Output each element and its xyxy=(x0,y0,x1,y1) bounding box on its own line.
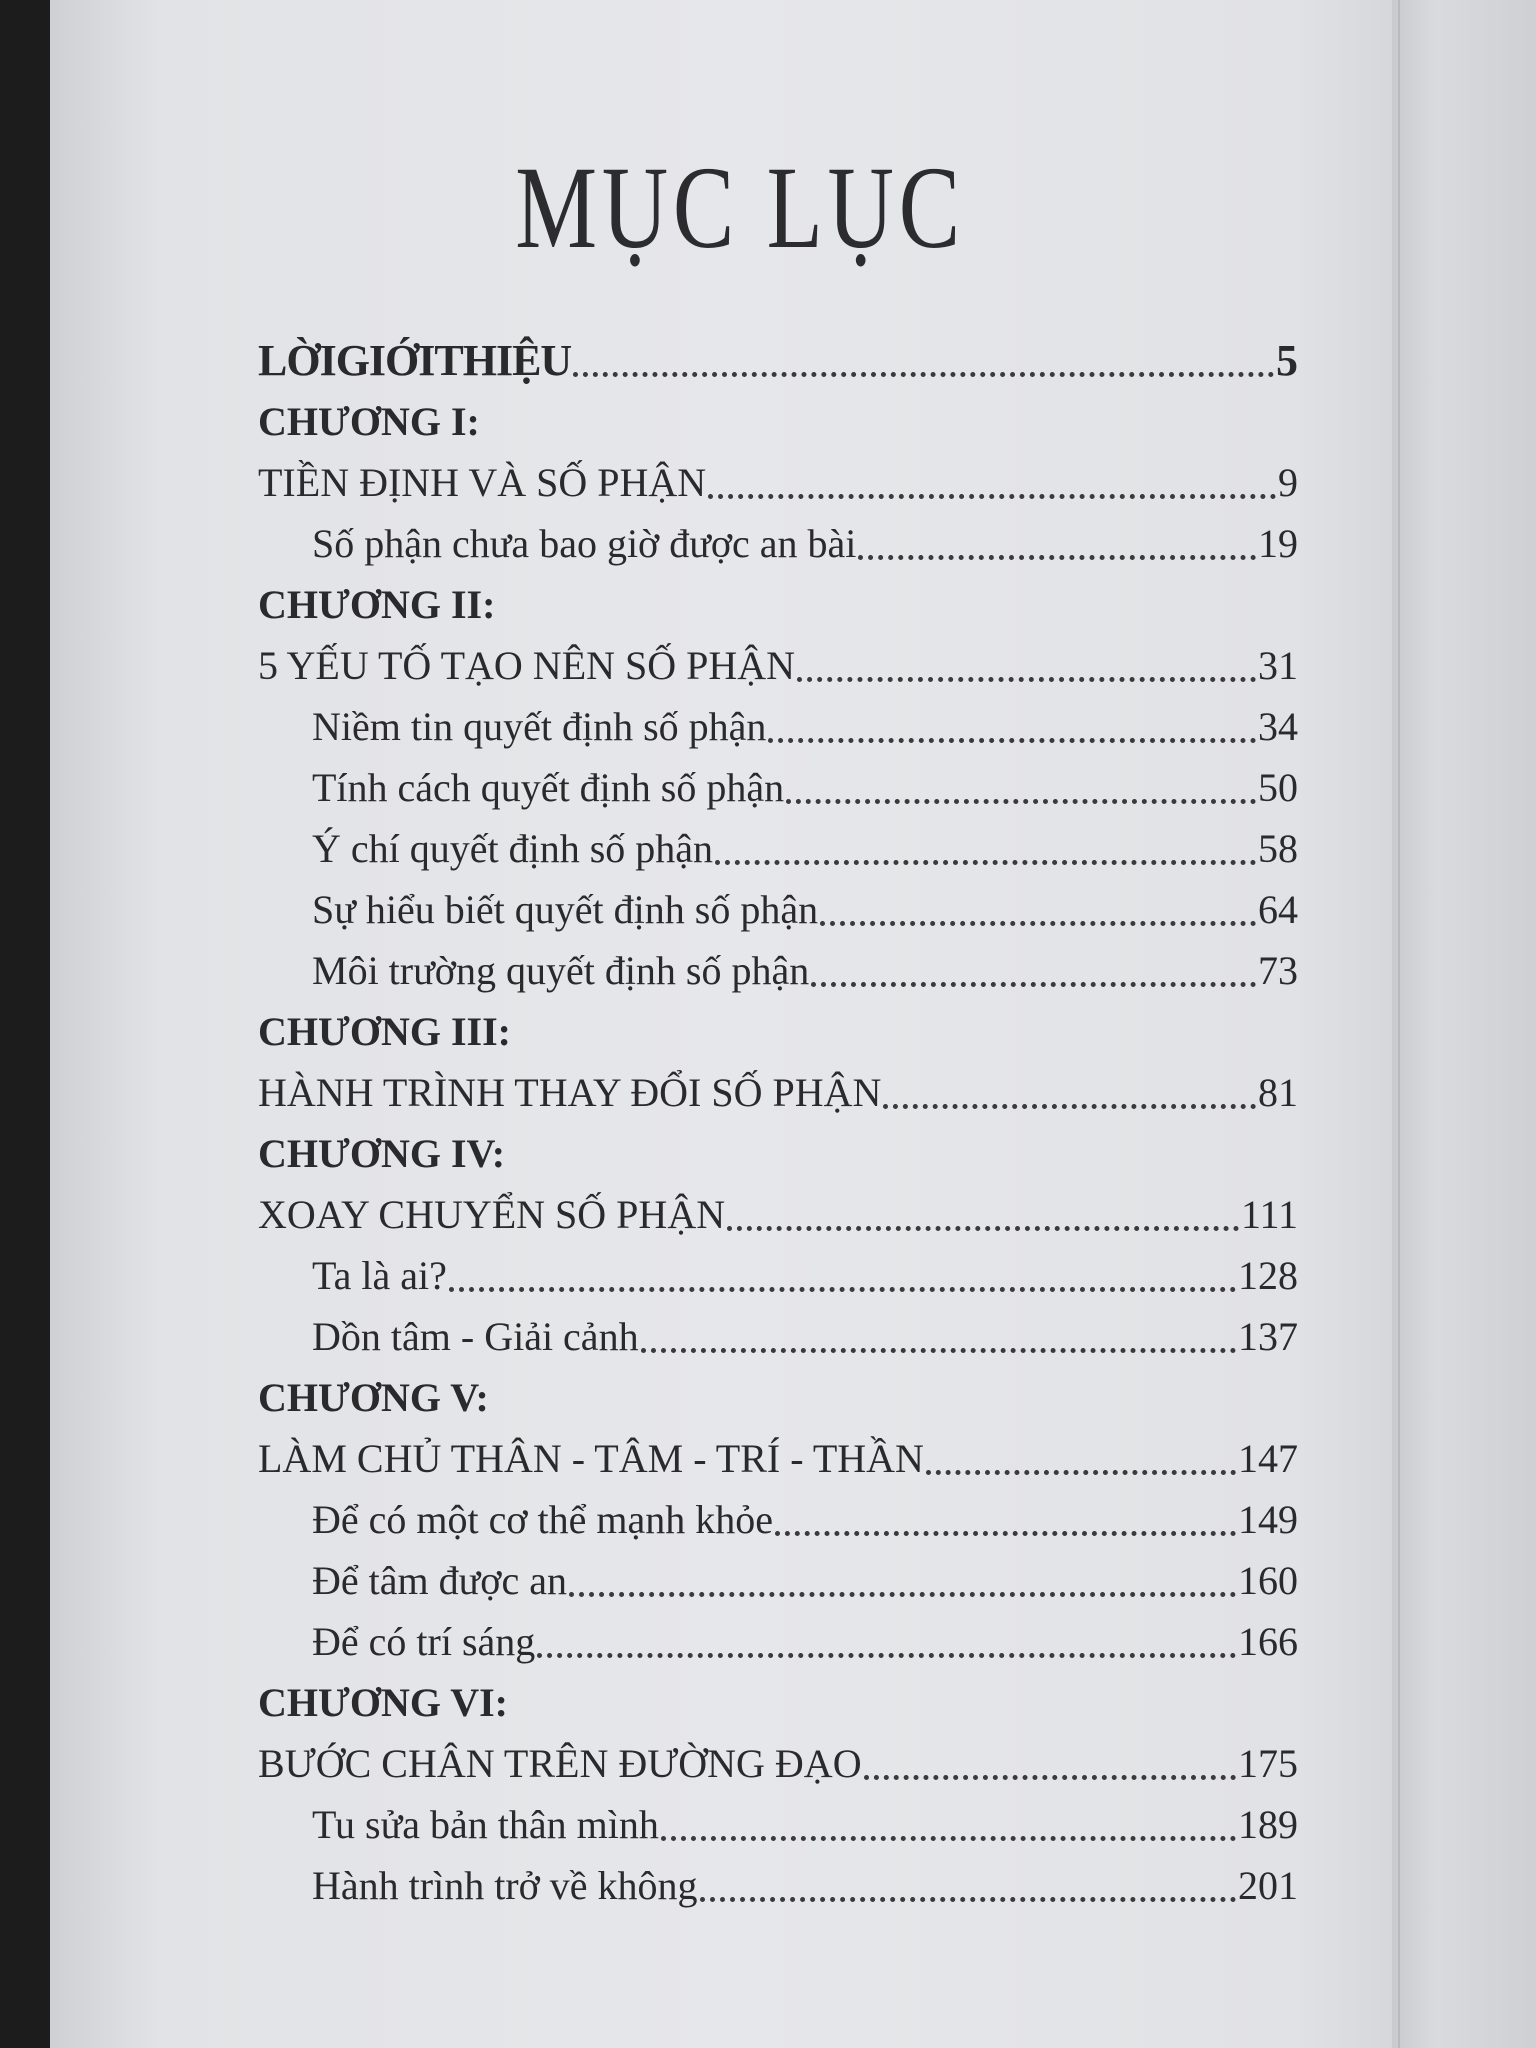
toc-section-row xyxy=(258,757,1298,818)
toc-label: Môi trường quyết định số phận xyxy=(312,948,810,993)
toc-page-number: 128 xyxy=(1238,1253,1298,1298)
chapter-label: CHƯƠNG VI: xyxy=(258,1680,508,1725)
toc-label: Sự hiểu biết quyết định số phận xyxy=(312,887,819,932)
dot-leader xyxy=(786,787,1256,804)
chapter-label: CHƯƠNG I: xyxy=(258,399,480,444)
toc-section-row xyxy=(258,1794,1298,1855)
chapter-label: CHƯƠNG V: xyxy=(258,1375,489,1420)
toc-page-number: 19 xyxy=(1258,521,1298,566)
toc-intro-label: LỜIGIỚITHIỆU xyxy=(258,336,572,385)
book-page xyxy=(50,0,1430,2048)
toc-label: BƯỚC CHÂN TRÊN ĐƯỜNG ĐẠO xyxy=(258,1741,862,1786)
toc-page-number: 147 xyxy=(1238,1436,1298,1481)
dot-leader xyxy=(708,482,1276,499)
toc-label: Hành trình trở về không xyxy=(312,1863,698,1908)
toc-label: Tu sửa bản thân mình xyxy=(312,1802,659,1847)
dot-leader xyxy=(569,1580,1236,1597)
chapter-heading xyxy=(258,1001,1298,1062)
toc-label: Để có trí sáng xyxy=(312,1619,536,1664)
toc-label: Niềm tin quyết định số phận xyxy=(312,704,767,749)
table-of-contents xyxy=(258,325,1298,1916)
dot-leader xyxy=(775,1519,1236,1536)
dot-leader xyxy=(768,726,1256,743)
toc-section-row xyxy=(258,1855,1298,1916)
toc-label: Để tâm được an xyxy=(312,1558,567,1603)
dot-leader xyxy=(858,543,1256,560)
dot-leader xyxy=(449,1275,1236,1292)
toc-page-number: 81 xyxy=(1258,1070,1298,1115)
toc-label: HÀNH TRÌNH THAY ĐỔI SỐ PHẬN xyxy=(258,1070,882,1115)
chapter-label: CHƯƠNG IV: xyxy=(258,1131,506,1176)
toc-page-number: 9 xyxy=(1278,460,1298,505)
toc-label: LÀM CHỦ THÂN - TÂM - TRÍ - THẦN xyxy=(258,1436,924,1481)
toc-chapter-title-row xyxy=(258,1733,1298,1794)
toc-page-number: 73 xyxy=(1258,948,1298,993)
chapter-heading xyxy=(258,1672,1298,1733)
chapter-heading xyxy=(258,391,1298,452)
toc-page-number: 31 xyxy=(1258,643,1298,688)
dot-leader xyxy=(661,1824,1236,1841)
toc-label: XOAY CHUYỂN SỐ PHẬN xyxy=(258,1192,726,1237)
page-title: MỤC LỤC xyxy=(515,142,965,273)
dot-leader xyxy=(715,848,1256,865)
dot-leader xyxy=(727,1214,1239,1231)
dot-leader xyxy=(700,1885,1236,1902)
toc-section-row xyxy=(258,1611,1298,1672)
toc-page-number: 111 xyxy=(1240,1192,1298,1237)
toc-label: Ta là ai? xyxy=(312,1253,447,1298)
toc-label: Tính cách quyết định số phận xyxy=(312,765,785,810)
toc-section-row xyxy=(258,879,1298,940)
toc-page-number: 166 xyxy=(1238,1619,1298,1664)
dot-leader xyxy=(573,360,1274,377)
dot-leader xyxy=(820,909,1256,926)
toc-intro-row xyxy=(258,325,1298,391)
toc-page-number: 137 xyxy=(1238,1314,1298,1359)
toc-page-number: 64 xyxy=(1258,887,1298,932)
toc-section-row xyxy=(258,818,1298,879)
toc-label: Dồn tâm - Giải cảnh xyxy=(312,1314,639,1359)
toc-label: TIỀN ĐỊNH VÀ SỐ PHẬN xyxy=(258,460,707,505)
toc-label: 5 YẾU TỐ TẠO NÊN SỐ PHẬN xyxy=(258,643,796,688)
toc-section-row xyxy=(258,1550,1298,1611)
toc-section-row xyxy=(258,1489,1298,1550)
dot-leader xyxy=(797,665,1256,682)
dot-leader xyxy=(926,1458,1236,1475)
toc-chapter-title-row xyxy=(258,1428,1298,1489)
dot-leader xyxy=(864,1763,1236,1780)
toc-section-row xyxy=(258,1245,1298,1306)
toc-intro-page: 5 xyxy=(1276,336,1298,385)
toc-page-number: 175 xyxy=(1238,1741,1298,1786)
toc-page-number: 50 xyxy=(1258,765,1298,810)
chapter-heading xyxy=(258,574,1298,635)
chapter-label: CHƯƠNG III: xyxy=(258,1009,511,1054)
toc-page-number: 189 xyxy=(1238,1802,1298,1847)
toc-chapter-title-row xyxy=(258,452,1298,513)
toc-page-number: 149 xyxy=(1238,1497,1298,1542)
dot-leader xyxy=(883,1092,1256,1109)
toc-section-row xyxy=(258,696,1298,757)
toc-chapter-title-row xyxy=(258,1062,1298,1123)
toc-page-number: 58 xyxy=(1258,826,1298,871)
toc-label: Ý chí quyết định số phận xyxy=(312,826,714,871)
toc-section-row xyxy=(258,940,1298,1001)
toc-section-row xyxy=(258,1306,1298,1367)
chapter-heading xyxy=(258,1123,1298,1184)
toc-label: Để có một cơ thể mạnh khỏe xyxy=(312,1497,774,1542)
toc-page-number: 201 xyxy=(1238,1863,1298,1908)
toc-page-number: 34 xyxy=(1258,704,1298,749)
chapter-label: CHƯƠNG II: xyxy=(258,582,496,627)
toc-label: Số phận chưa bao giờ được an bài xyxy=(312,521,857,566)
toc-chapter-title-row xyxy=(258,1184,1298,1245)
dot-leader xyxy=(537,1641,1236,1658)
toc-page-number: 160 xyxy=(1238,1558,1298,1603)
toc-chapter-title-row xyxy=(258,635,1298,696)
toc-section-row xyxy=(258,513,1298,574)
page-fold-line xyxy=(1398,0,1400,2048)
dot-leader xyxy=(811,970,1256,987)
dot-leader xyxy=(641,1336,1236,1353)
next-page-edge xyxy=(1392,0,1536,2048)
chapter-heading xyxy=(258,1367,1298,1428)
